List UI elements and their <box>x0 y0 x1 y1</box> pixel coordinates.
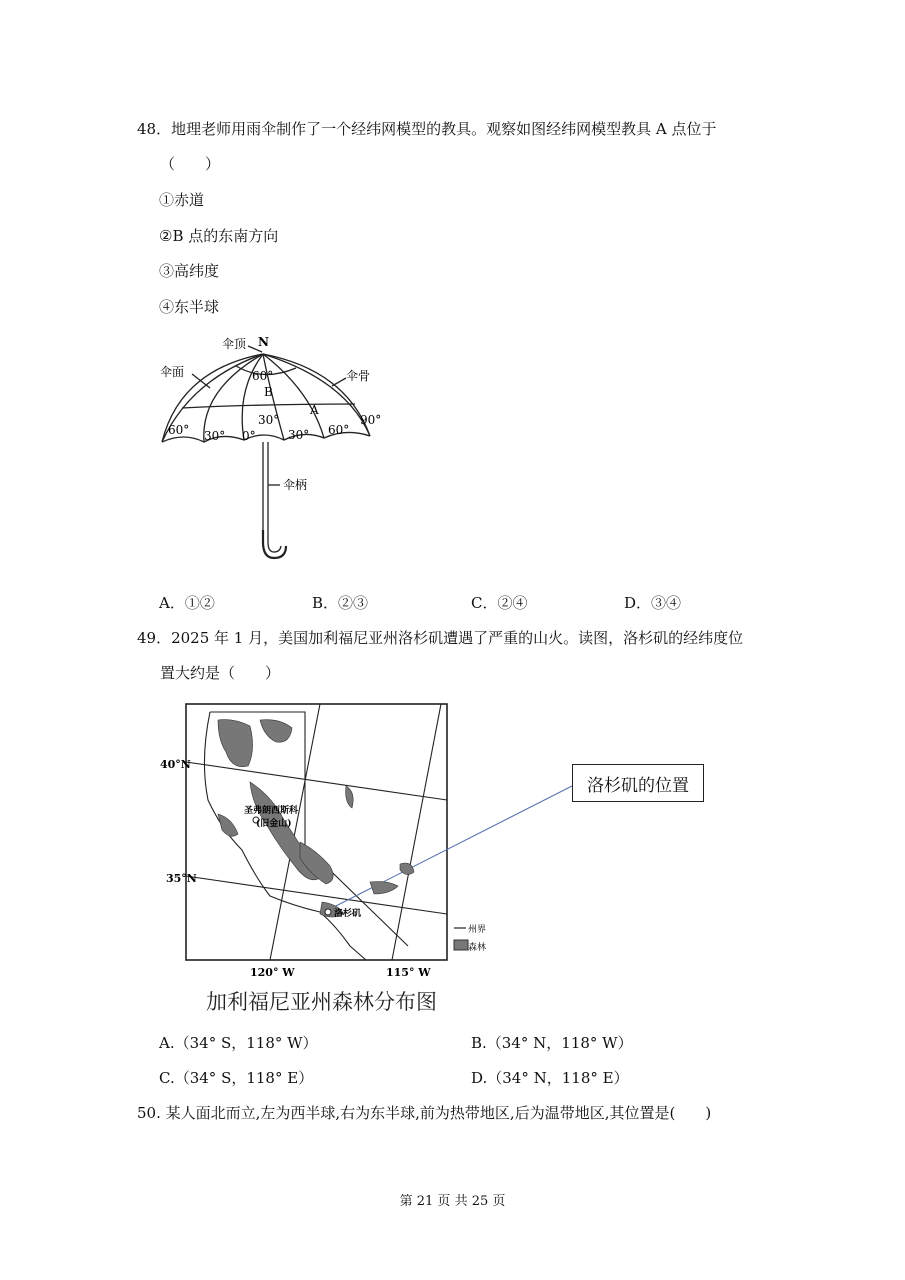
label-umbrella-top: 伞顶 <box>222 337 247 351</box>
q48-stem: 48．地理老师用雨伞制作了一个经纬网模型的教具。观察如图经纬网模型教具 A 点位于 <box>137 120 717 138</box>
label-lon-e90: 90° <box>360 413 382 427</box>
label-lat-30: 30° <box>258 413 280 427</box>
page-footer: 第 21 页 共 25 页 <box>399 1194 506 1209</box>
map-legend-forest: 森林 <box>468 943 487 953</box>
q48-option-b[interactable]: B．②③ <box>312 594 369 612</box>
q49-option-b[interactable]: B.（34° N，118° W） <box>471 1034 633 1052</box>
q48-item-3: ③高纬度 <box>159 262 220 280</box>
label-lon-e60: 60° <box>328 423 350 437</box>
q48-item-2: ②B 点的东南方向 <box>159 227 279 245</box>
map-lat-40: 40°N <box>160 758 191 771</box>
label-handle: 伞柄 <box>283 478 308 492</box>
map-lat-35: 35°N <box>166 872 197 885</box>
q48-item-1: ①赤道 <box>159 191 205 209</box>
umbrella-graticule-figure <box>150 330 400 575</box>
label-lat-60: 60° <box>252 369 274 383</box>
label-rib: 伞骨 <box>346 369 371 383</box>
q49-option-d[interactable]: D.（34° N，118° E） <box>471 1069 629 1087</box>
q49-stem: 49．2025 年 1 月，美国加利福尼亚州洛杉矶遭遇了严重的山火。读图，洛杉矶的经纬度位 <box>137 629 744 647</box>
label-north: N <box>258 335 269 349</box>
q48-option-a[interactable]: A．①② <box>159 594 215 612</box>
california-forest-map <box>160 700 487 985</box>
q48-option-d[interactable]: D．③④ <box>624 594 682 612</box>
map-lon-115: 115° W <box>386 966 431 979</box>
q49-option-a[interactable]: A.（34° S，118° W） <box>159 1034 318 1052</box>
label-canopy: 伞面 <box>160 365 185 379</box>
map-caption: 加利福尼亚州森林分布图 <box>206 990 437 1014</box>
q48-option-c[interactable]: C．②④ <box>471 594 528 612</box>
label-lon-w30: 30° <box>204 429 226 443</box>
label-point-a: A <box>310 403 319 417</box>
map-city-la: 洛杉矶 <box>334 909 362 919</box>
q48-item-4: ④东半球 <box>159 298 220 316</box>
label-lon-w60: 60° <box>168 423 190 437</box>
label-lon-0: 0° <box>242 429 256 443</box>
q49-stem-cont: 置大约是（ ） <box>160 664 281 682</box>
q49-option-c[interactable]: C.（34° S，118° E） <box>159 1069 314 1087</box>
label-lon-e30: 30° <box>288 428 310 442</box>
label-point-b: B <box>264 385 273 399</box>
q48-answer-blank: （ ） <box>160 155 221 173</box>
map-city-sf: 圣弗朗西斯科 <box>244 806 299 816</box>
la-location-callout: 洛杉矶的位置 <box>572 764 704 802</box>
q50-stem: 50. 某人面北而立,左为西半球,右为东半球,前为热带地区,后为温带地区,其位置是( ) <box>137 1104 712 1122</box>
map-legend-border: 州界 <box>468 925 487 935</box>
map-lon-120: 120° W <box>250 966 295 979</box>
map-city-sf-alt: (旧金山) <box>256 819 292 829</box>
